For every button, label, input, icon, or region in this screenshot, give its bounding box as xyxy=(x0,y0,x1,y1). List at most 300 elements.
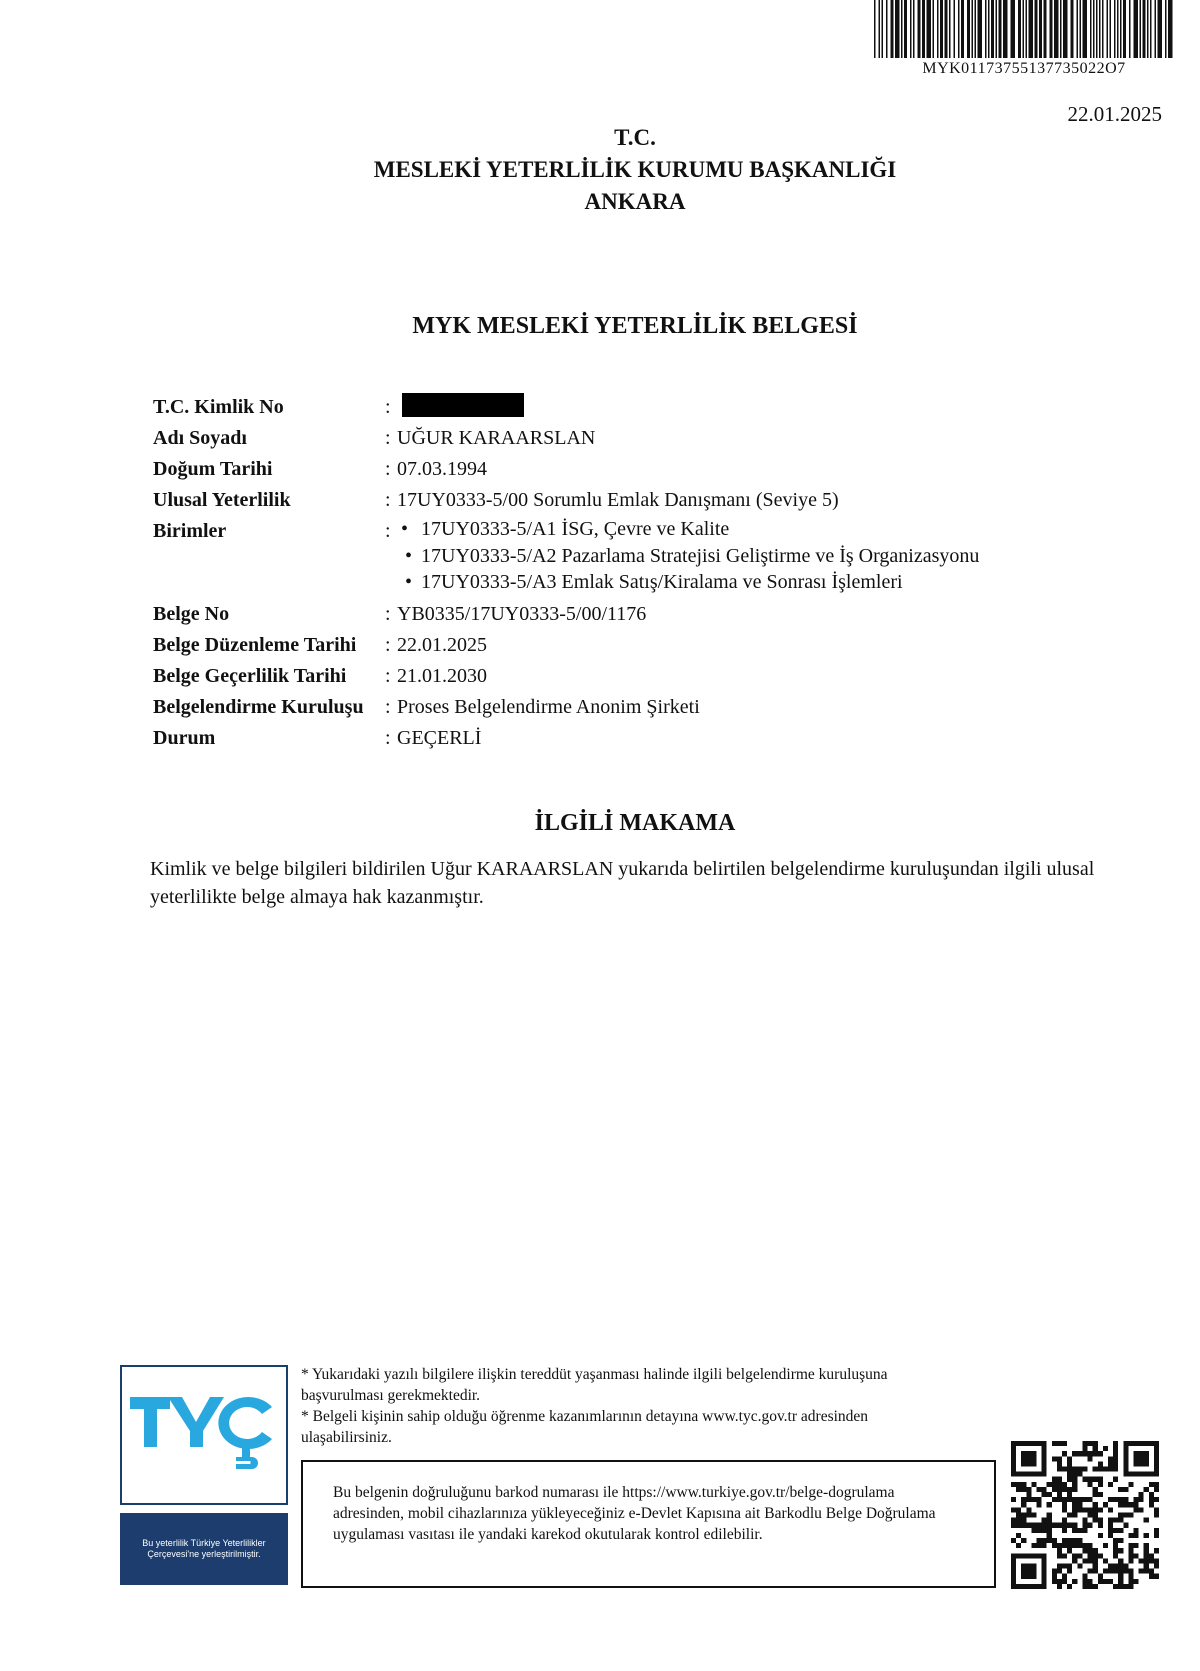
qr-module xyxy=(1052,1579,1057,1584)
qr-module xyxy=(1108,1528,1113,1533)
qr-module xyxy=(1067,1472,1072,1477)
qr-module xyxy=(1077,1472,1082,1477)
qr-module xyxy=(1011,1461,1016,1466)
qr-module xyxy=(1042,1467,1047,1472)
status-row: Durum : GEÇERLİ xyxy=(153,723,979,754)
qr-module xyxy=(1154,1548,1159,1553)
qr-module xyxy=(1062,1574,1067,1579)
qr-module xyxy=(1067,1492,1072,1497)
qr-module xyxy=(1093,1548,1098,1553)
units-row: Birimler : • 17UY0333-5/A1 İSG, Çevre ve Kalite • 17UY0333-5/A2 Pazarlama Stratejisi Geliştirme ve İş Organizasyonu • 17UY0333-5/A3 Emlak Satış/Kiralama ve Sonrası İşlemleri xyxy=(153,516,979,596)
tyc-logo-icon xyxy=(122,1367,286,1503)
qr-module xyxy=(1031,1523,1036,1528)
qr-module xyxy=(1072,1543,1077,1548)
qr-module xyxy=(1021,1472,1026,1477)
qr-module xyxy=(1154,1472,1159,1477)
qr-module xyxy=(1113,1538,1118,1543)
qr-module xyxy=(1037,1584,1042,1589)
qr-module xyxy=(1077,1528,1082,1533)
qr-module xyxy=(1021,1538,1026,1543)
qr-module xyxy=(1154,1441,1159,1446)
qr-module xyxy=(1072,1507,1077,1512)
qr-module xyxy=(1077,1507,1082,1512)
barcode-bar xyxy=(1168,0,1173,58)
certificate-info-table xyxy=(153,392,979,754)
qr-module xyxy=(1042,1523,1047,1528)
qr-code xyxy=(1010,1441,1160,1589)
qr-module xyxy=(1057,1543,1062,1548)
qr-module xyxy=(1123,1456,1128,1461)
qr-module xyxy=(1118,1569,1123,1574)
qr-module xyxy=(1011,1507,1016,1512)
qr-module xyxy=(1123,1441,1128,1446)
qr-module xyxy=(1011,1446,1016,1451)
qr-module xyxy=(1098,1574,1103,1579)
qr-module xyxy=(1062,1563,1067,1568)
qr-module xyxy=(1052,1487,1057,1492)
cert-body-value: Proses Belgelendirme Anonim Şirketi xyxy=(397,695,700,718)
barcode-bar xyxy=(1110,0,1112,58)
qr-module xyxy=(1123,1451,1128,1456)
barcode-bar xyxy=(1003,0,1008,58)
qr-module xyxy=(1133,1579,1138,1584)
qr-module xyxy=(1082,1548,1087,1553)
barcode-bar xyxy=(945,0,948,58)
qr-module xyxy=(1052,1441,1057,1446)
qr-module xyxy=(1139,1507,1144,1512)
qr-module xyxy=(1088,1497,1093,1502)
qr-module xyxy=(1139,1441,1144,1446)
qr-module xyxy=(1093,1518,1098,1523)
unit-item: • 17UY0333-5/A2 Pazarlama Stratejisi Geliştirme ve İş Organizasyonu xyxy=(397,543,979,570)
qr-module xyxy=(1144,1563,1149,1568)
qr-module xyxy=(1072,1579,1077,1584)
qr-module xyxy=(1067,1548,1072,1553)
qr-module xyxy=(1072,1512,1077,1517)
qr-module xyxy=(1042,1441,1047,1446)
qr-module xyxy=(1082,1579,1087,1584)
qr-module xyxy=(1149,1574,1154,1579)
barcode-bar xyxy=(1063,0,1068,58)
qr-module xyxy=(1113,1451,1118,1456)
qr-module xyxy=(1062,1543,1067,1548)
qr-module xyxy=(1133,1472,1138,1477)
qr-module xyxy=(1093,1569,1098,1574)
valid-date-label: Belge Geçerlilik Tarihi xyxy=(153,664,347,687)
qr-module xyxy=(1057,1441,1062,1446)
qr-module xyxy=(1082,1497,1087,1502)
qr-module xyxy=(1133,1553,1138,1558)
qr-module xyxy=(1133,1533,1138,1538)
qr-module xyxy=(1144,1543,1149,1548)
qr-module xyxy=(1031,1528,1036,1533)
qr-module xyxy=(1088,1548,1093,1553)
qr-module xyxy=(1123,1523,1128,1528)
barcode-bar xyxy=(978,0,983,58)
valid-date-value: 21.01.2030 xyxy=(397,664,487,687)
tc-no-label: T.C. Kimlik No xyxy=(153,396,284,418)
qr-module xyxy=(1057,1497,1062,1502)
qr-module xyxy=(1088,1523,1093,1528)
qr-module xyxy=(1042,1451,1047,1456)
barcode-bar xyxy=(1029,0,1034,58)
qr-module xyxy=(1011,1579,1016,1584)
qr-module xyxy=(1021,1523,1026,1528)
tyc-caption: Bu yeterlilik Türkiye Yeterlilikler Çerçevesi'ne yerleştirilmiştir. xyxy=(120,1513,288,1585)
qr-module xyxy=(1072,1477,1077,1482)
qr-module xyxy=(1031,1569,1036,1574)
qr-module xyxy=(1108,1533,1113,1538)
qr-module xyxy=(1031,1472,1036,1477)
qr-module xyxy=(1047,1492,1052,1497)
qr-module xyxy=(1042,1461,1047,1466)
qr-module xyxy=(1021,1563,1026,1568)
qr-module xyxy=(1011,1497,1016,1502)
qr-module xyxy=(1118,1579,1123,1584)
qr-module xyxy=(1093,1446,1098,1451)
qr-module xyxy=(1021,1553,1026,1558)
barcode-bar xyxy=(972,0,974,58)
qr-module xyxy=(1154,1497,1159,1502)
qr-module xyxy=(1077,1553,1082,1558)
issuer-header xyxy=(0,122,1200,218)
qr-module xyxy=(1118,1584,1123,1589)
qr-module xyxy=(1144,1487,1149,1492)
barcode-bar xyxy=(874,0,876,58)
qr-module xyxy=(1062,1579,1067,1584)
qr-module xyxy=(1077,1538,1082,1543)
qr-module xyxy=(1067,1523,1072,1528)
qr-module xyxy=(1108,1579,1113,1584)
qr-module xyxy=(1037,1553,1042,1558)
barcode-bar xyxy=(1165,0,1167,58)
qr-module xyxy=(1128,1553,1133,1558)
qr-module xyxy=(1011,1584,1016,1589)
qr-module xyxy=(1088,1441,1093,1446)
barcode-bar xyxy=(901,0,903,58)
qr-module xyxy=(1133,1528,1138,1533)
qr-module xyxy=(1139,1456,1144,1461)
qr-module xyxy=(1031,1456,1036,1461)
barcode-bar xyxy=(1039,0,1042,58)
qr-module xyxy=(1067,1569,1072,1574)
qr-module xyxy=(1093,1553,1098,1558)
qr-module xyxy=(1072,1553,1077,1558)
qr-module xyxy=(1088,1553,1093,1558)
qr-module xyxy=(1154,1558,1159,1563)
unit-item: • 17UY0333-5/A3 Emlak Satış/Kiralama ve Sonrası İşlemleri xyxy=(397,569,979,596)
qr-module xyxy=(1031,1563,1036,1568)
barcode-bar xyxy=(975,0,977,58)
qr-module xyxy=(1062,1518,1067,1523)
qr-module xyxy=(1052,1538,1057,1543)
cert-no-value: YB0335/17UY0333-5/00/1176 xyxy=(397,602,647,625)
qr-module xyxy=(1016,1507,1021,1512)
document-date: 22.01.2025 xyxy=(1067,102,1162,126)
qr-module xyxy=(1088,1584,1093,1589)
qr-module xyxy=(1082,1446,1087,1451)
qr-module xyxy=(1042,1553,1047,1558)
qr-module xyxy=(1093,1492,1098,1497)
barcode-bar xyxy=(1140,0,1142,58)
qr-module xyxy=(1042,1528,1047,1533)
qr-module xyxy=(1057,1563,1062,1568)
qr-module xyxy=(1149,1553,1154,1558)
barcode-bar xyxy=(1083,0,1088,58)
barcode-bar xyxy=(940,0,943,58)
barcode-bar xyxy=(1096,0,1098,58)
qr-module xyxy=(1093,1487,1098,1492)
qr-module xyxy=(1093,1512,1098,1517)
qr-module xyxy=(1067,1563,1072,1568)
qr-module xyxy=(1011,1553,1016,1558)
qr-module xyxy=(1098,1523,1103,1528)
qr-module xyxy=(1042,1584,1047,1589)
qr-module xyxy=(1144,1441,1149,1446)
qr-module xyxy=(1123,1467,1128,1472)
qr-module xyxy=(1133,1451,1138,1456)
name-row: Adı Soyadı : UĞUR KARAARSLAN xyxy=(153,423,979,454)
qr-module xyxy=(1113,1441,1118,1446)
qr-module xyxy=(1067,1467,1072,1472)
qr-module xyxy=(1113,1569,1118,1574)
barcode-bar xyxy=(922,0,925,58)
qr-module xyxy=(1082,1574,1087,1579)
barcode-bar xyxy=(937,0,939,58)
barcode-bar xyxy=(1143,0,1146,58)
qr-module xyxy=(1128,1512,1133,1517)
qr-module xyxy=(1144,1451,1149,1456)
barcode-bar xyxy=(1011,0,1016,58)
qr-module xyxy=(1098,1507,1103,1512)
barcode xyxy=(872,0,1176,60)
qr-module xyxy=(1026,1487,1031,1492)
qr-module xyxy=(1021,1482,1026,1487)
qr-module xyxy=(1108,1456,1113,1461)
qr-module xyxy=(1103,1579,1108,1584)
qr-module xyxy=(1026,1574,1031,1579)
qr-module xyxy=(1042,1574,1047,1579)
birth-value: 07.03.1994 xyxy=(397,458,487,480)
barcode-bar xyxy=(985,0,987,58)
birth-row: Doğum Tarihi : 07.03.1994 xyxy=(153,454,979,485)
qr-module xyxy=(1098,1451,1103,1456)
qr-module xyxy=(1133,1497,1138,1502)
qr-module xyxy=(1026,1512,1031,1517)
header-line-2: MESLEKİ YETERLİLİK KURUMU BAŞKANLIĞI xyxy=(373,157,897,182)
qr-module xyxy=(1042,1492,1047,1497)
qr-module xyxy=(1072,1558,1077,1563)
qr-module xyxy=(1103,1543,1108,1548)
bullet-icon: • xyxy=(405,571,413,593)
barcode-bar xyxy=(1035,0,1038,58)
qr-module xyxy=(1021,1456,1026,1461)
name-label: Adı Soyadı xyxy=(153,427,247,449)
barcode-bar xyxy=(1026,0,1028,58)
qr-module xyxy=(1103,1569,1108,1574)
qr-module xyxy=(1123,1497,1128,1502)
qr-module xyxy=(1047,1538,1052,1543)
cert-no-row: Belge No : YB0335/17UY0333-5/00/1176 xyxy=(153,599,979,630)
barcode-bar xyxy=(1107,0,1109,58)
qr-module xyxy=(1144,1472,1149,1477)
qr-module xyxy=(1067,1477,1072,1482)
barcode-bar xyxy=(1080,0,1082,58)
qr-module xyxy=(1016,1518,1021,1523)
qr-module xyxy=(1052,1543,1057,1548)
qr-module xyxy=(1062,1528,1067,1533)
status-label: Durum xyxy=(153,726,216,749)
units-list xyxy=(397,516,979,596)
qr-module xyxy=(1016,1543,1021,1548)
qr-module xyxy=(1144,1569,1149,1574)
qr-module xyxy=(1021,1497,1026,1502)
qr-module xyxy=(1133,1456,1138,1461)
qr-module xyxy=(1123,1502,1128,1507)
qr-module xyxy=(1052,1456,1057,1461)
qr-module xyxy=(1026,1472,1031,1477)
status-value: GEÇERLİ xyxy=(397,726,482,749)
qr-module xyxy=(1057,1523,1062,1528)
qr-module xyxy=(1057,1553,1062,1558)
qr-module xyxy=(1011,1563,1016,1568)
barcode-bar xyxy=(1018,0,1021,58)
qr-module xyxy=(1062,1482,1067,1487)
qr-module xyxy=(1154,1574,1159,1579)
qr-module xyxy=(1042,1579,1047,1584)
qr-module xyxy=(1133,1543,1138,1548)
qr-module xyxy=(1057,1467,1062,1472)
qr-module xyxy=(1088,1579,1093,1584)
barcode-bar xyxy=(1102,0,1104,58)
qr-module xyxy=(1062,1502,1067,1507)
qr-module xyxy=(1077,1543,1082,1548)
qr-module xyxy=(1082,1584,1087,1589)
qr-module xyxy=(1128,1558,1133,1563)
qr-module xyxy=(1098,1579,1103,1584)
qr-module xyxy=(1021,1441,1026,1446)
qr-module xyxy=(1082,1467,1087,1472)
qr-module xyxy=(1026,1451,1031,1456)
qr-module xyxy=(1113,1584,1118,1589)
tc-no-row: T.C. Kimlik No : xyxy=(153,392,979,423)
qr-module xyxy=(1128,1543,1133,1548)
qr-module xyxy=(1088,1477,1093,1482)
qr-module xyxy=(1123,1563,1128,1568)
qr-module xyxy=(1026,1461,1031,1466)
qr-module xyxy=(1093,1477,1098,1482)
qr-module xyxy=(1113,1543,1118,1548)
qr-module xyxy=(1072,1538,1077,1543)
qr-module xyxy=(1113,1548,1118,1553)
qr-module xyxy=(1144,1533,1149,1538)
qr-module xyxy=(1113,1456,1118,1461)
qr-module xyxy=(1154,1482,1159,1487)
qr-module xyxy=(1139,1472,1144,1477)
qr-module xyxy=(1026,1492,1031,1497)
qr-module xyxy=(1108,1518,1113,1523)
qr-module xyxy=(1016,1533,1021,1538)
qr-module xyxy=(1154,1456,1159,1461)
qr-module xyxy=(1082,1528,1087,1533)
qr-module xyxy=(1072,1528,1077,1533)
qr-module xyxy=(1149,1482,1154,1487)
barcode-bar xyxy=(1023,0,1025,58)
qr-module xyxy=(1093,1502,1098,1507)
qr-module xyxy=(1123,1487,1128,1492)
qr-module xyxy=(1118,1558,1123,1563)
redaction-block xyxy=(402,393,524,417)
qr-module xyxy=(1093,1467,1098,1472)
qr-module xyxy=(1026,1523,1031,1528)
barcode-bar xyxy=(954,0,956,58)
barcode-bar xyxy=(996,0,998,58)
qr-module xyxy=(1072,1482,1077,1487)
qr-module xyxy=(1037,1441,1042,1446)
qr-module xyxy=(1021,1487,1026,1492)
qr-module xyxy=(1123,1584,1128,1589)
qr-module xyxy=(1098,1492,1103,1497)
qr-module xyxy=(1128,1574,1133,1579)
qr-module xyxy=(1067,1461,1072,1466)
qr-module xyxy=(1021,1518,1026,1523)
qr-module xyxy=(1072,1523,1077,1528)
qr-module xyxy=(1047,1533,1052,1538)
qr-module xyxy=(1026,1441,1031,1446)
qr-module xyxy=(1042,1472,1047,1477)
qr-module xyxy=(1144,1553,1149,1558)
qr-module xyxy=(1093,1441,1098,1446)
qr-module xyxy=(1042,1446,1047,1451)
qr-module xyxy=(1011,1451,1016,1456)
barcode-bar xyxy=(1158,0,1163,58)
barcode-bar xyxy=(886,0,888,58)
qr-module xyxy=(1031,1574,1036,1579)
qr-module xyxy=(1139,1497,1144,1502)
qr-module xyxy=(1031,1584,1036,1589)
qr-module xyxy=(1021,1461,1026,1466)
qr-module xyxy=(1139,1451,1144,1456)
qr-module xyxy=(1021,1512,1026,1517)
qr-module xyxy=(1037,1502,1042,1507)
qr-module xyxy=(1026,1569,1031,1574)
qr-module xyxy=(1072,1502,1077,1507)
qr-module xyxy=(1098,1461,1103,1466)
qr-module xyxy=(1144,1456,1149,1461)
bullet-icon: • xyxy=(401,518,409,540)
qr-module xyxy=(1082,1518,1087,1523)
qr-module xyxy=(1108,1569,1113,1574)
qr-module xyxy=(1118,1538,1123,1543)
qr-module xyxy=(1123,1472,1128,1477)
qr-module xyxy=(1154,1446,1159,1451)
qr-module xyxy=(1093,1451,1098,1456)
qr-module xyxy=(1113,1461,1118,1466)
qr-module xyxy=(1113,1467,1118,1472)
header-line-1: T.C. xyxy=(614,125,656,150)
qr-module xyxy=(1062,1538,1067,1543)
qr-module xyxy=(1077,1451,1082,1456)
qr-module xyxy=(1047,1502,1052,1507)
barcode-bar xyxy=(1093,0,1095,58)
qr-module xyxy=(1052,1482,1057,1487)
tyc-logo xyxy=(120,1365,288,1505)
qr-module xyxy=(1082,1451,1087,1456)
issue-date-row: Belge Düzenleme Tarihi : 22.01.2025 xyxy=(153,630,979,661)
qr-module xyxy=(1037,1472,1042,1477)
qr-module xyxy=(1016,1584,1021,1589)
qr-module xyxy=(1088,1482,1093,1487)
